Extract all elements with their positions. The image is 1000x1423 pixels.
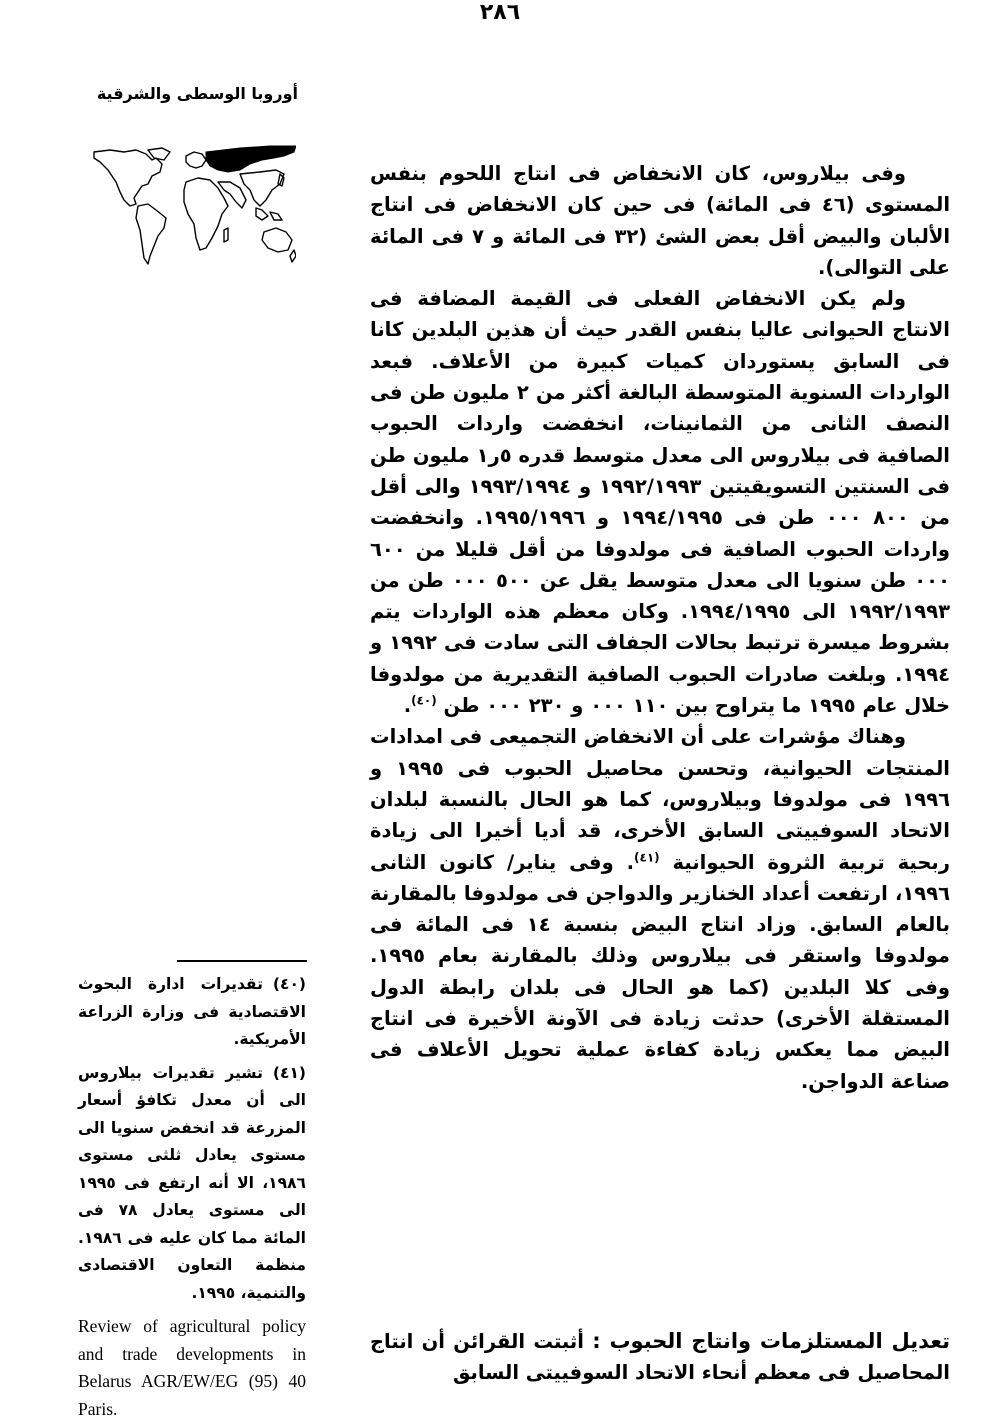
footnote-text: تشير تقديرات بيلاروس الى أن معدل تكافؤ أسعار المزرعة قد انخفض سنويا الى مستوى يعادل ثلثى مستوى ١٩٨٦، الا أنه ارتفع فى ١٩٩٥ الى مستوى يعادل ٧٨ فى المائة مما كان عليه فى ١٩٨٦. منظمة التعاون الاقتصادى والتنمية، ١٩٩٥. bbox=[78, 1063, 306, 1302]
subsection bbox=[370, 1326, 950, 1389]
page-number: ٢٨٦ bbox=[479, 0, 521, 25]
paragraph bbox=[370, 721, 950, 1097]
footnote-text: تقديرات ادارة البحوث الاقتصادية فى وزارة الزراعة الأمريكية. bbox=[78, 975, 306, 1048]
footnote-number: (٤٠) bbox=[272, 975, 306, 993]
footnote-ref[interactable]: (٤٠) bbox=[411, 693, 437, 708]
section-header: أوروبا الوسطى والشرقية bbox=[96, 84, 298, 103]
footnote-ref[interactable]: (٤١) bbox=[634, 850, 660, 865]
footnote bbox=[78, 971, 306, 1054]
footnote bbox=[78, 1060, 306, 1308]
paragraph-tail: . وفى يناير/ كانون الثانى ١٩٩٦، ارتفعت أعداد الخنازير والدواجن فى مولدوفا بالمقارنة بالعام السابق. وزاد انتاج البيض بنسبة ١٤ فى المائة فى مولدوفا واستقر فى بيلاروس وذلك بالمقارنة بعام ١٩٩٥. وفى كلا البلدين (كما هو الحال فى بلدان رابطة الدول المستقلة الأخرى) حدثت زيادة فى الآونة الأخيرة فى انتاج البيض مما يعكس زيادة كفاءة عملية تحويل الأعلاف فى صناعة الدواجن. bbox=[370, 850, 950, 1093]
subsection-text: أثبتت القرائن أن انتاج المحاصيل فى معظم أنحاء الاتحاد السوفييتى السابق bbox=[370, 1330, 950, 1385]
paragraph bbox=[370, 158, 950, 283]
footnote-number: (٤١) bbox=[272, 1063, 306, 1082]
paragraph-text: ولم يكن الانخفاض الفعلى فى القيمة المضافة فى الانتاج الحيوانى عاليا بنفس القدر حيث أن هذين البلدين كانا فى السابق يستوردان كميات كبيرة من الأعلاف. فبعد الواردات السنوية المتوسطة البالغة أكثر من ٢ مليون طن فى النصف الثانى من الثمانينات، انخفضت واردات الحبوب الصافية فى بيلاروس الى معدل متوسط قدره ٥ر١ مليون طن فى السنتين التسويقيتين ١٩٩٢/١٩٩٣ و ١٩٩٣/١٩٩٤ والى أقل من ٨٠٠ ٠٠٠ طن فى ١٩٩٤/١٩٩٥ و ١٩٩٥/١٩٩٦. وانخفضت واردات الحبوب الصافية فى مولدوفا من أقل قليلا من ٦٠٠ ٠٠٠ طن سنويا الى معدل متوسط يقل عن ٥٠٠ ٠٠٠ طن من ١٩٩٢/١٩٩٣ الى ١٩٩٤/١٩٩٥. وكان معظم هذه الواردات يتم بشروط ميسرة ترتبط بحالات الجفاف التى سادت فى ١٩٩٢ و ١٩٩٤. وبلغت صادرات الحبوب الصافية التقديرية من مولدوفا خلال عام ١٩٩٥ ما يتراوح بين ١١٠ ٠٠٠ و ٢٣٠ ٠٠٠ طن bbox=[370, 287, 951, 718]
paragraph-text: وفى بيلاروس، كان الانخفاض فى انتاج اللحوم بنفس المستوى (٤٦ فى المائة) فى حين كان الانخفاض فى انتاج الألبان والبيض أقل بعض الشئ (٣٢ فى المائة و ٧ فى المائة على التوالى). bbox=[370, 162, 951, 279]
paragraph bbox=[370, 283, 950, 721]
world-map-icon bbox=[90, 144, 296, 266]
footnote-citation: Review of agricultural policy and trade developments in Belarus AGR/EW/EG (95) 40 Paris. bbox=[78, 1316, 306, 1419]
footnote-divider bbox=[177, 960, 307, 962]
subsection-heading: تعديل المستلزمات وانتاج الحبوب : bbox=[592, 1329, 950, 1353]
main-text-column bbox=[370, 158, 950, 1097]
footnotes bbox=[78, 971, 306, 1423]
paragraph-tail: . bbox=[403, 694, 412, 718]
paragraph-text: وهناك مؤشرات على أن الانخفاض التجميعى فى امدادات المنتجات الحيوانية، وتحسن محاصيل الحبوب فى ١٩٩٥ و ١٩٩٦ فى مولدوفا وبيلاروس، كما هو الحال بالنسبة لبلدان الاتحاد السوفييتى السابق الأخرى، قد أديا أخيرا الى زيادة ربحية تربية الثروة الحيوانية bbox=[370, 725, 950, 874]
